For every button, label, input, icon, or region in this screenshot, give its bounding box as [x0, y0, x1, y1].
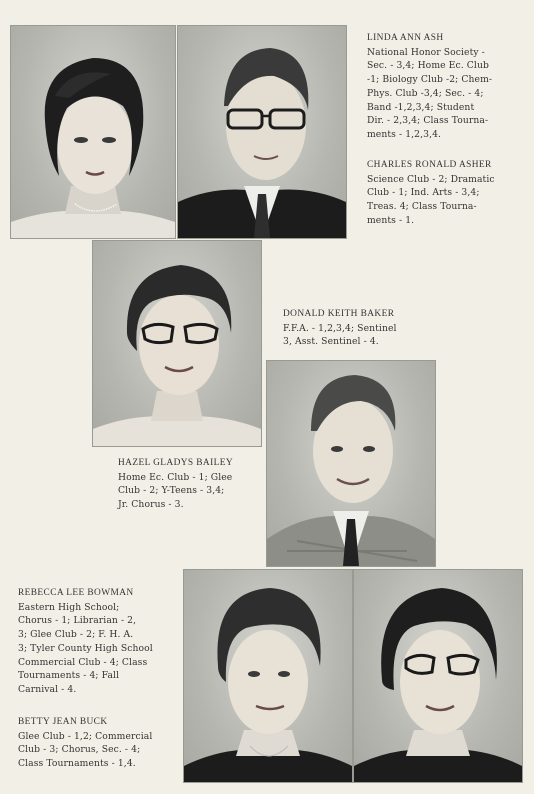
- student-name: CHARLES RONALD ASHER: [367, 160, 492, 170]
- activity-line: 3, Asst. Sentinel - 4.: [283, 336, 379, 348]
- activity-line: Club - 2; Y-Teens - 3,4;: [118, 485, 225, 497]
- student-name: REBECCA LEE BOWMAN: [18, 588, 134, 598]
- student-name: LINDA ANN ASH: [367, 33, 444, 43]
- activity-line: Carnival - 4.: [18, 683, 77, 695]
- activity-line: Home Ec. Club - 1; Glee: [118, 471, 233, 483]
- activity-line: Sec. - 3,4; Home Ec. Club: [367, 60, 489, 72]
- activity-line: Club - 1; Ind. Arts - 3,4;: [367, 187, 480, 199]
- portrait-photo-charles: [177, 25, 347, 239]
- portrait-photo-hazel: [92, 240, 262, 447]
- caption-linda: [367, 32, 492, 142]
- activity-line: 3; Glee Club - 2; F. H. A.: [18, 629, 134, 641]
- activity-line: F.F.A. - 1,2,3,4; Sentinel: [283, 322, 397, 334]
- caption-hazel: [118, 457, 233, 512]
- caption-donald: [283, 308, 397, 349]
- activity-line: National Honor Society -: [367, 46, 485, 58]
- caption-betty: [18, 716, 152, 771]
- activity-line: Jr. Chorus - 3.: [118, 499, 184, 511]
- student-name: HAZEL GLADYS BAILEY: [118, 458, 234, 468]
- activity-line: Band -1,2,3,4; Student: [367, 101, 475, 113]
- portrait-photo-donald: [266, 360, 436, 567]
- activity-line: Science Club - 2; Dramatic: [367, 173, 495, 185]
- portrait-photo-rebecca: [183, 569, 353, 783]
- activity-line: ments - 1,2,3,4.: [367, 128, 442, 140]
- portrait-photo-betty: [353, 569, 523, 783]
- activity-line: Class Tournaments - 1,4.: [18, 758, 136, 770]
- activity-line: Club - 3; Chorus, Sec. - 4;: [18, 744, 141, 756]
- caption-rebecca: [18, 587, 153, 697]
- activity-line: Phys. Club -3,4; Sec. - 4;: [367, 87, 484, 99]
- activity-line: Chorus - 1; Librarian - 2,: [18, 615, 137, 627]
- activity-line: Treas. 4; Class Tourna-: [367, 201, 477, 213]
- student-name: BETTY JEAN BUCK: [18, 717, 108, 727]
- activity-line: -1; Biology Club -2; Chem-: [367, 74, 493, 86]
- activity-line: Dir. - 2,3,4; Class Tourna-: [367, 115, 489, 127]
- activity-line: Eastern High School;: [18, 601, 120, 613]
- student-name: DONALD KEITH BAKER: [283, 309, 395, 319]
- activity-line: Commercial Club - 4; Class: [18, 656, 148, 668]
- caption-charles: [367, 159, 495, 228]
- activity-line: Glee Club - 1,2; Commercial: [18, 730, 153, 742]
- activity-line: Tournaments - 4; Fall: [18, 670, 120, 682]
- activity-line: ments - 1.: [367, 214, 415, 226]
- activity-line: 3; Tyler County High School: [18, 642, 153, 654]
- portrait-photo-linda: [10, 25, 176, 239]
